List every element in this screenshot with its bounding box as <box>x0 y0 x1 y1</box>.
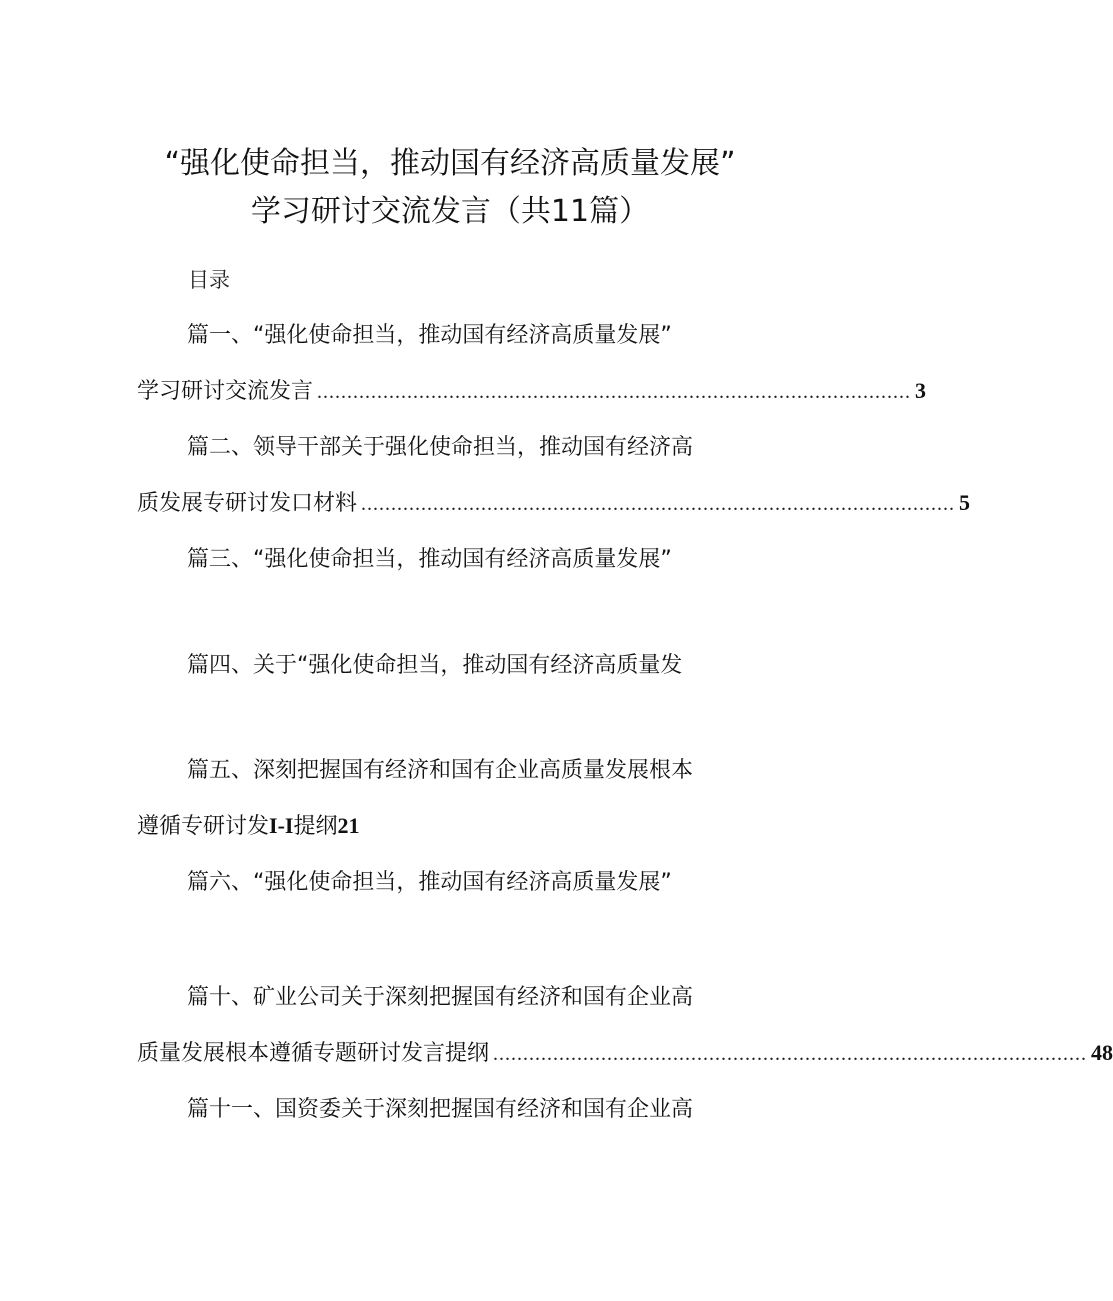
toc-entry-5-title-cont: 遵循专研讨发 <box>137 814 270 839</box>
toc-entry-10-leader-row <box>137 1036 1113 1067</box>
toc-entry-3-title: 篇三、“强化使命担当，推动国有经济高质量发展” <box>187 547 672 572</box>
document-title-line-1: “强化使命担当，推动国有经济高质量发展” <box>164 146 736 181</box>
toc-entry-5-title-cont-row <box>137 809 359 840</box>
toc-entry-1-leader-row <box>137 374 927 405</box>
toc-entry-5-title-tail: 提纲 <box>293 814 338 839</box>
toc-entry-1-dot-leader: ................................................................................................... <box>317 381 912 403</box>
toc-entry-10-title: 篇十、矿业公司关于深刻把握国有经济和国有企业高 <box>187 985 694 1010</box>
toc-entry-2-title: 篇二、领导干部关于强化使命担当，推动国有经济高 <box>187 435 694 460</box>
toc-entry-2-leader-row <box>137 486 971 517</box>
toc-entry-1-title-cont: 学习研讨交流发言 <box>137 379 314 404</box>
toc-heading: 目录 <box>188 268 230 292</box>
toc-entry-5-title: 篇五、深刻把握国有经济和国有企业高质量发展根本 <box>187 758 694 783</box>
toc-entry-2-dot-leader: ................................................................................................... <box>361 493 956 515</box>
toc-entry-10-title-cont: 质量发展根本遵循专题研讨发言提纲 <box>137 1041 490 1066</box>
toc-entry-10-page-number: 48 <box>1091 1040 1113 1065</box>
toc-entry-2-page-number: 5 <box>959 490 971 515</box>
toc-entry-4-title: 篇四、关于“强化使命担当，推动国有经济高质量发 <box>187 653 683 678</box>
toc-entry-2-title-cont: 质发展专研讨发口材料 <box>137 491 358 516</box>
toc-entry-11-title: 篇十一、国资委关于深刻把握国有经济和国有企业高 <box>187 1097 694 1122</box>
toc-entry-1-title: 篇一、“强化使命担当，推动国有经济高质量发展” <box>187 323 672 348</box>
toc-entry-5-page-number: 21 <box>337 813 360 838</box>
toc-entry-6-title: 篇六、“强化使命担当，推动国有经济高质量发展” <box>187 870 672 895</box>
toc-entry-5-artifact-mark: I-I <box>269 813 294 838</box>
document-title-line-2: 学习研讨交流发言（共11篇） <box>250 194 650 229</box>
toc-entry-10-dot-leader: ................................................................................................... <box>493 1043 1088 1065</box>
toc-entry-1-page-number: 3 <box>915 378 927 403</box>
